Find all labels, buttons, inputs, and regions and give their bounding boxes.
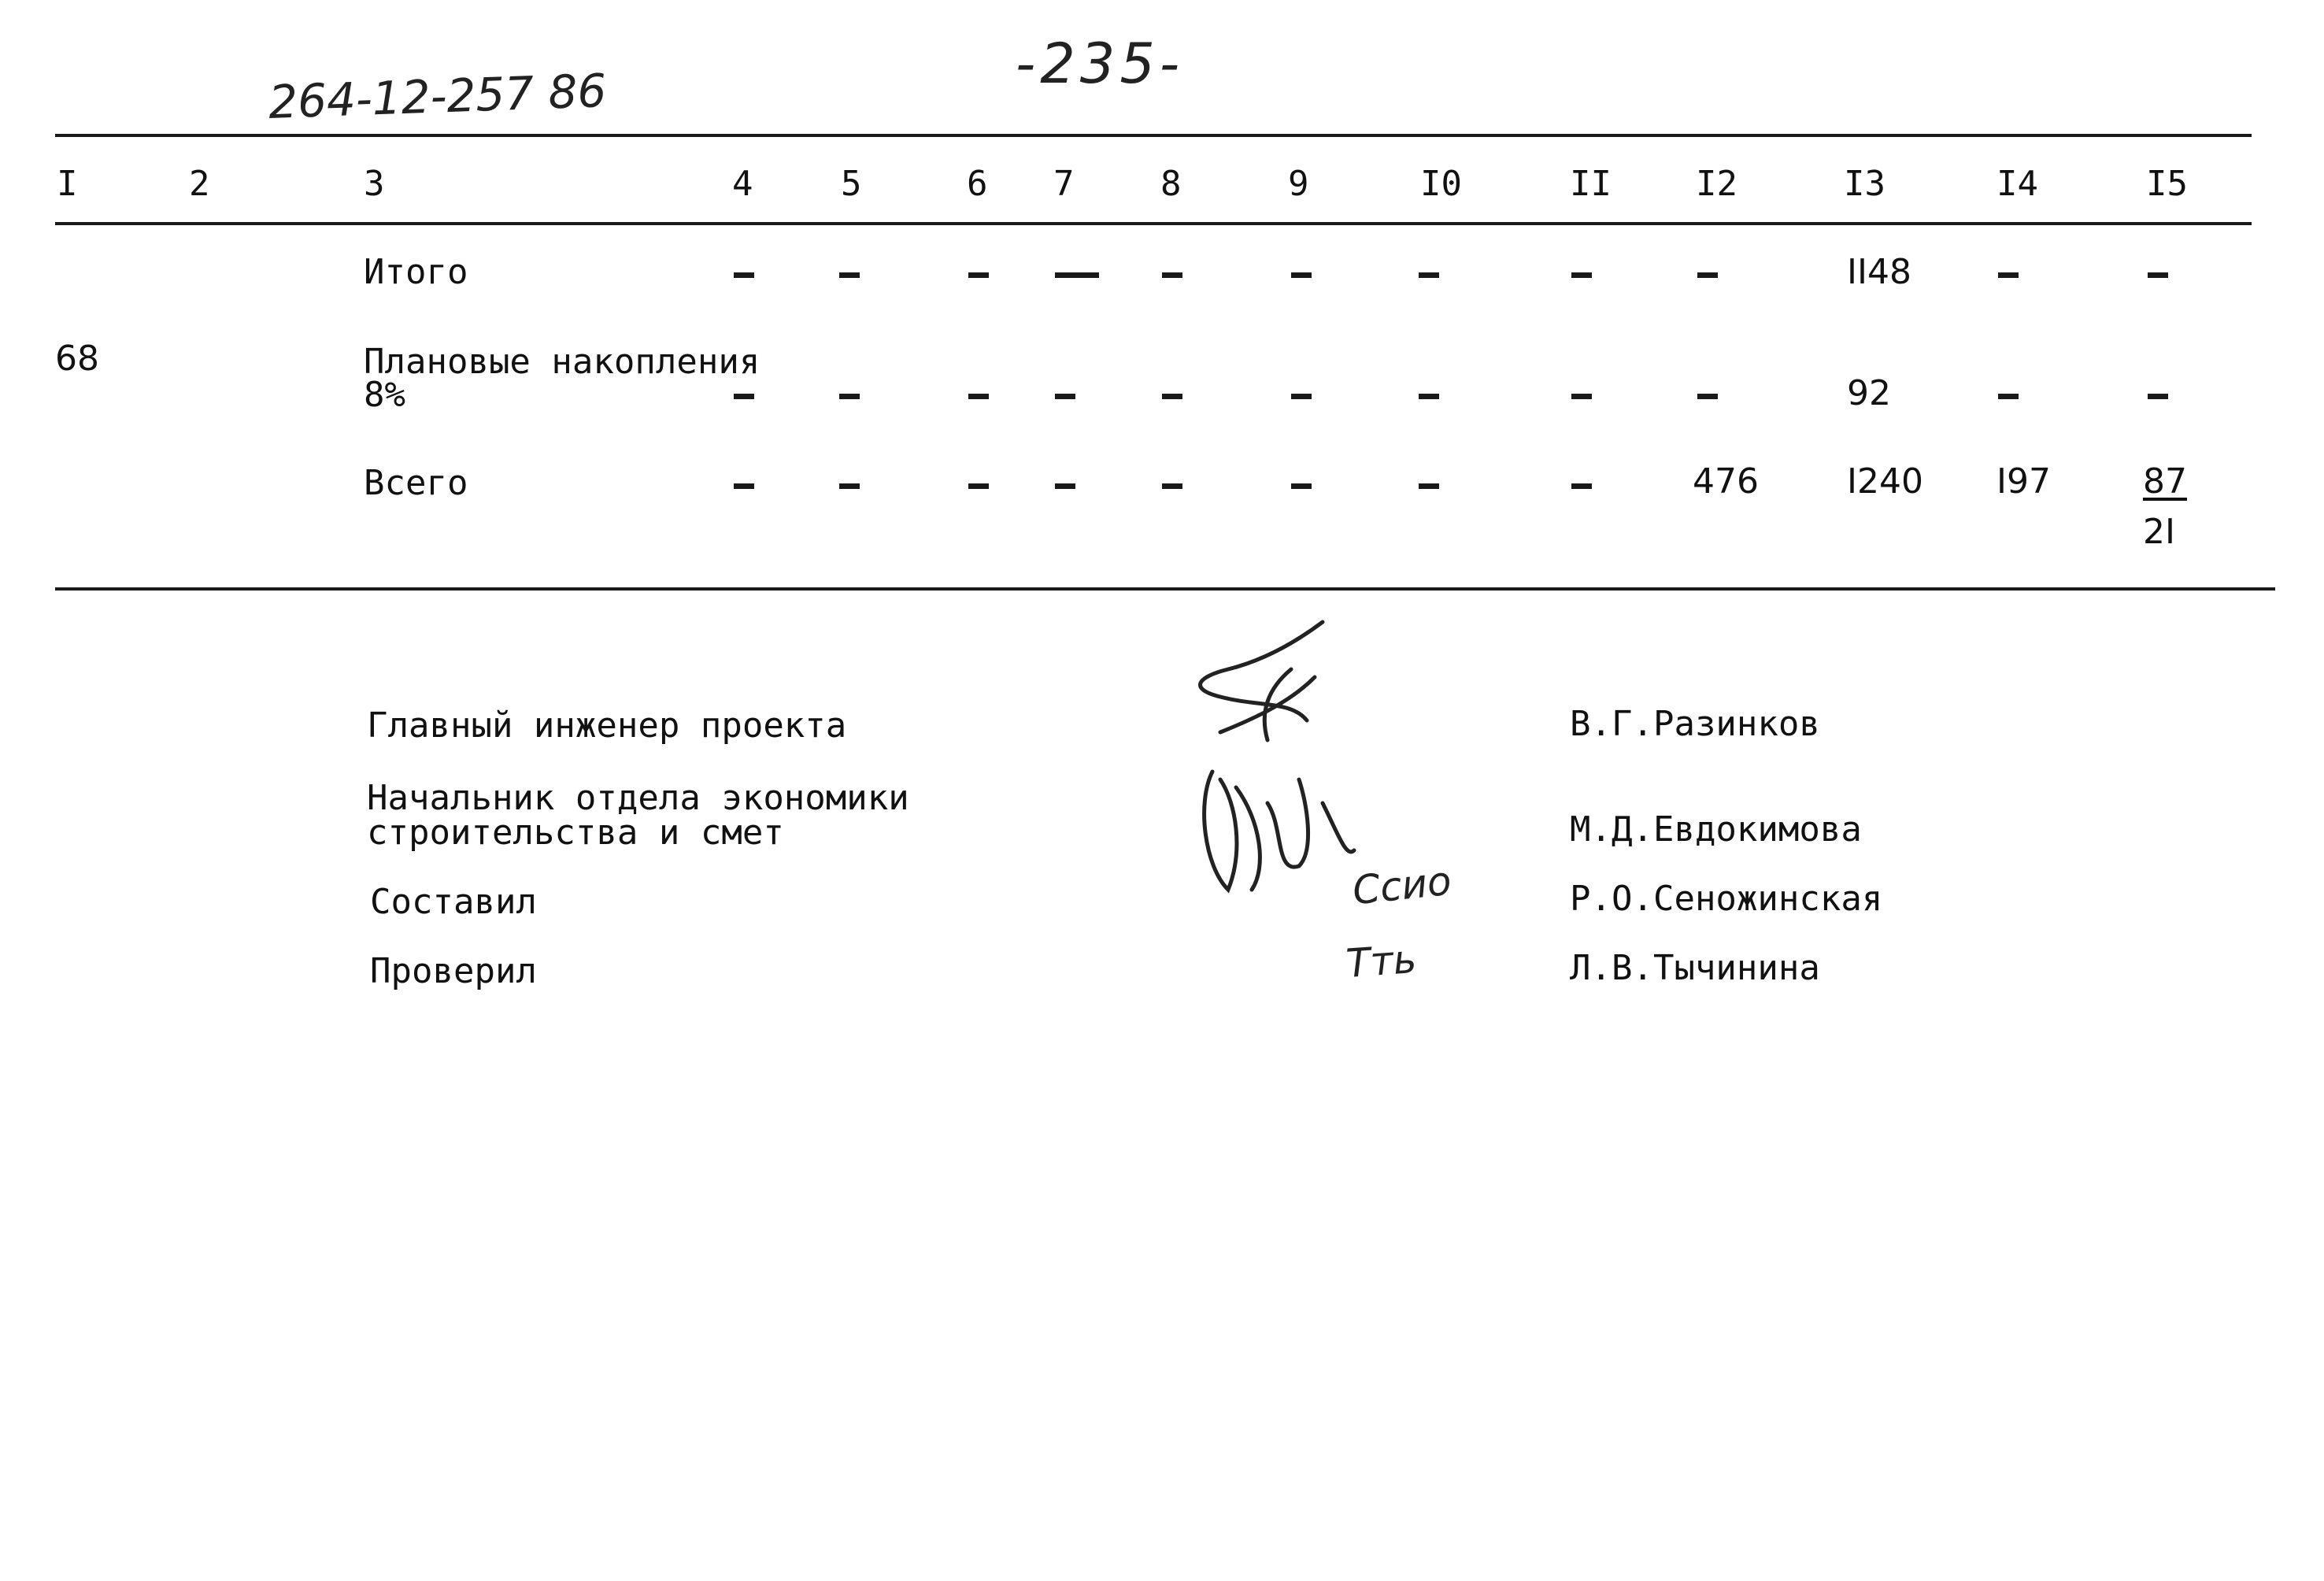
col-header-14: I4 xyxy=(1996,164,2038,204)
cell-dash xyxy=(1419,394,1439,399)
cell-dash xyxy=(1291,394,1312,399)
cell-dash xyxy=(968,394,989,399)
cell-value: II48 xyxy=(1847,252,1911,292)
signature-name: Л.В.Тычинина xyxy=(1570,948,1820,988)
cell-dash xyxy=(1291,272,1312,278)
signature-initials: Ссио xyxy=(1350,857,1454,914)
col-header-7: 7 xyxy=(1053,164,1075,204)
cell-dash xyxy=(2148,394,2168,399)
signature-name: М.Д.Евдокимова xyxy=(1570,809,1862,850)
cell-value: 476 xyxy=(1693,461,1759,502)
col-header-4: 4 xyxy=(732,164,753,204)
signature-role: Составил xyxy=(370,882,537,922)
col-header-6: 6 xyxy=(967,164,988,204)
cell-dash xyxy=(1998,394,2019,399)
cell-dash xyxy=(1162,272,1182,278)
signature-role: Главный инженер проекта xyxy=(367,705,847,746)
cell-dash xyxy=(1571,483,1592,489)
cell-dash xyxy=(734,483,754,489)
col-header-5: 5 xyxy=(841,164,862,204)
cell-dash xyxy=(734,394,754,399)
signature-initials: Тть xyxy=(1345,935,1419,987)
cell-dash xyxy=(1697,272,1718,278)
cell-dash xyxy=(1697,394,1718,399)
cell-dash xyxy=(1571,394,1592,399)
cell-dash xyxy=(1419,272,1439,278)
cell-value: 92 xyxy=(1847,373,1891,413)
row-name-line2: 8% xyxy=(364,375,405,415)
cell-dash xyxy=(839,272,860,278)
col-header-12: I2 xyxy=(1696,164,1737,204)
col-header-11: II xyxy=(1570,164,1612,204)
cell-dash xyxy=(1055,394,1075,399)
signature-scribble xyxy=(1189,756,1370,905)
header-bottom-rule xyxy=(55,222,2252,225)
col-header-9: 9 xyxy=(1288,164,1309,204)
cell-dash xyxy=(839,483,860,489)
cell-dash xyxy=(1055,483,1075,489)
cell-value-denominator: 2I xyxy=(2143,512,2175,552)
row-number: 68 xyxy=(55,339,99,379)
page-number: -235- xyxy=(1016,31,1185,96)
signature-role: Проверил xyxy=(370,951,537,991)
cell-dash xyxy=(968,272,989,278)
cell-dash xyxy=(1419,483,1439,489)
document-code: 264-12-257 86 xyxy=(268,64,608,129)
signature-name: В.Г.Разинков xyxy=(1570,704,1820,744)
cell-dash xyxy=(839,394,860,399)
row-name: Итого xyxy=(364,252,468,292)
col-header-10: I0 xyxy=(1420,164,1462,204)
table-top-rule xyxy=(55,134,2252,137)
signature-scribble xyxy=(1173,614,1346,748)
cell-dash xyxy=(1291,483,1312,489)
cell-dash xyxy=(1571,272,1592,278)
cell-dash xyxy=(968,483,989,489)
table-bottom-rule xyxy=(55,587,2275,591)
col-header-8: 8 xyxy=(1160,164,1182,204)
cell-dash xyxy=(734,272,754,278)
cell-value: I240 xyxy=(1847,461,1923,502)
col-header-1: I xyxy=(57,164,78,204)
col-header-2: 2 xyxy=(189,164,210,204)
cell-dash xyxy=(1998,272,2019,278)
row-name: Всего xyxy=(364,463,468,503)
col-header-13: I3 xyxy=(1844,164,1885,204)
signature-role-line2: строительства и смет xyxy=(367,813,784,853)
cell-dash xyxy=(2148,272,2168,278)
signature-role: Начальник отдела экономики xyxy=(367,778,909,818)
cell-dash xyxy=(1162,394,1182,399)
col-header-15: I5 xyxy=(2146,164,2188,204)
cell-value: I97 xyxy=(1996,461,2051,502)
cell-value-numerator: 87 xyxy=(2143,461,2187,502)
cell-dash xyxy=(1162,483,1182,489)
row-name: Плановые накопления xyxy=(364,342,760,382)
signature-name: Р.О.Сеножинская xyxy=(1570,879,1883,919)
cell-dash xyxy=(1055,272,1099,278)
col-header-3: 3 xyxy=(364,164,385,204)
